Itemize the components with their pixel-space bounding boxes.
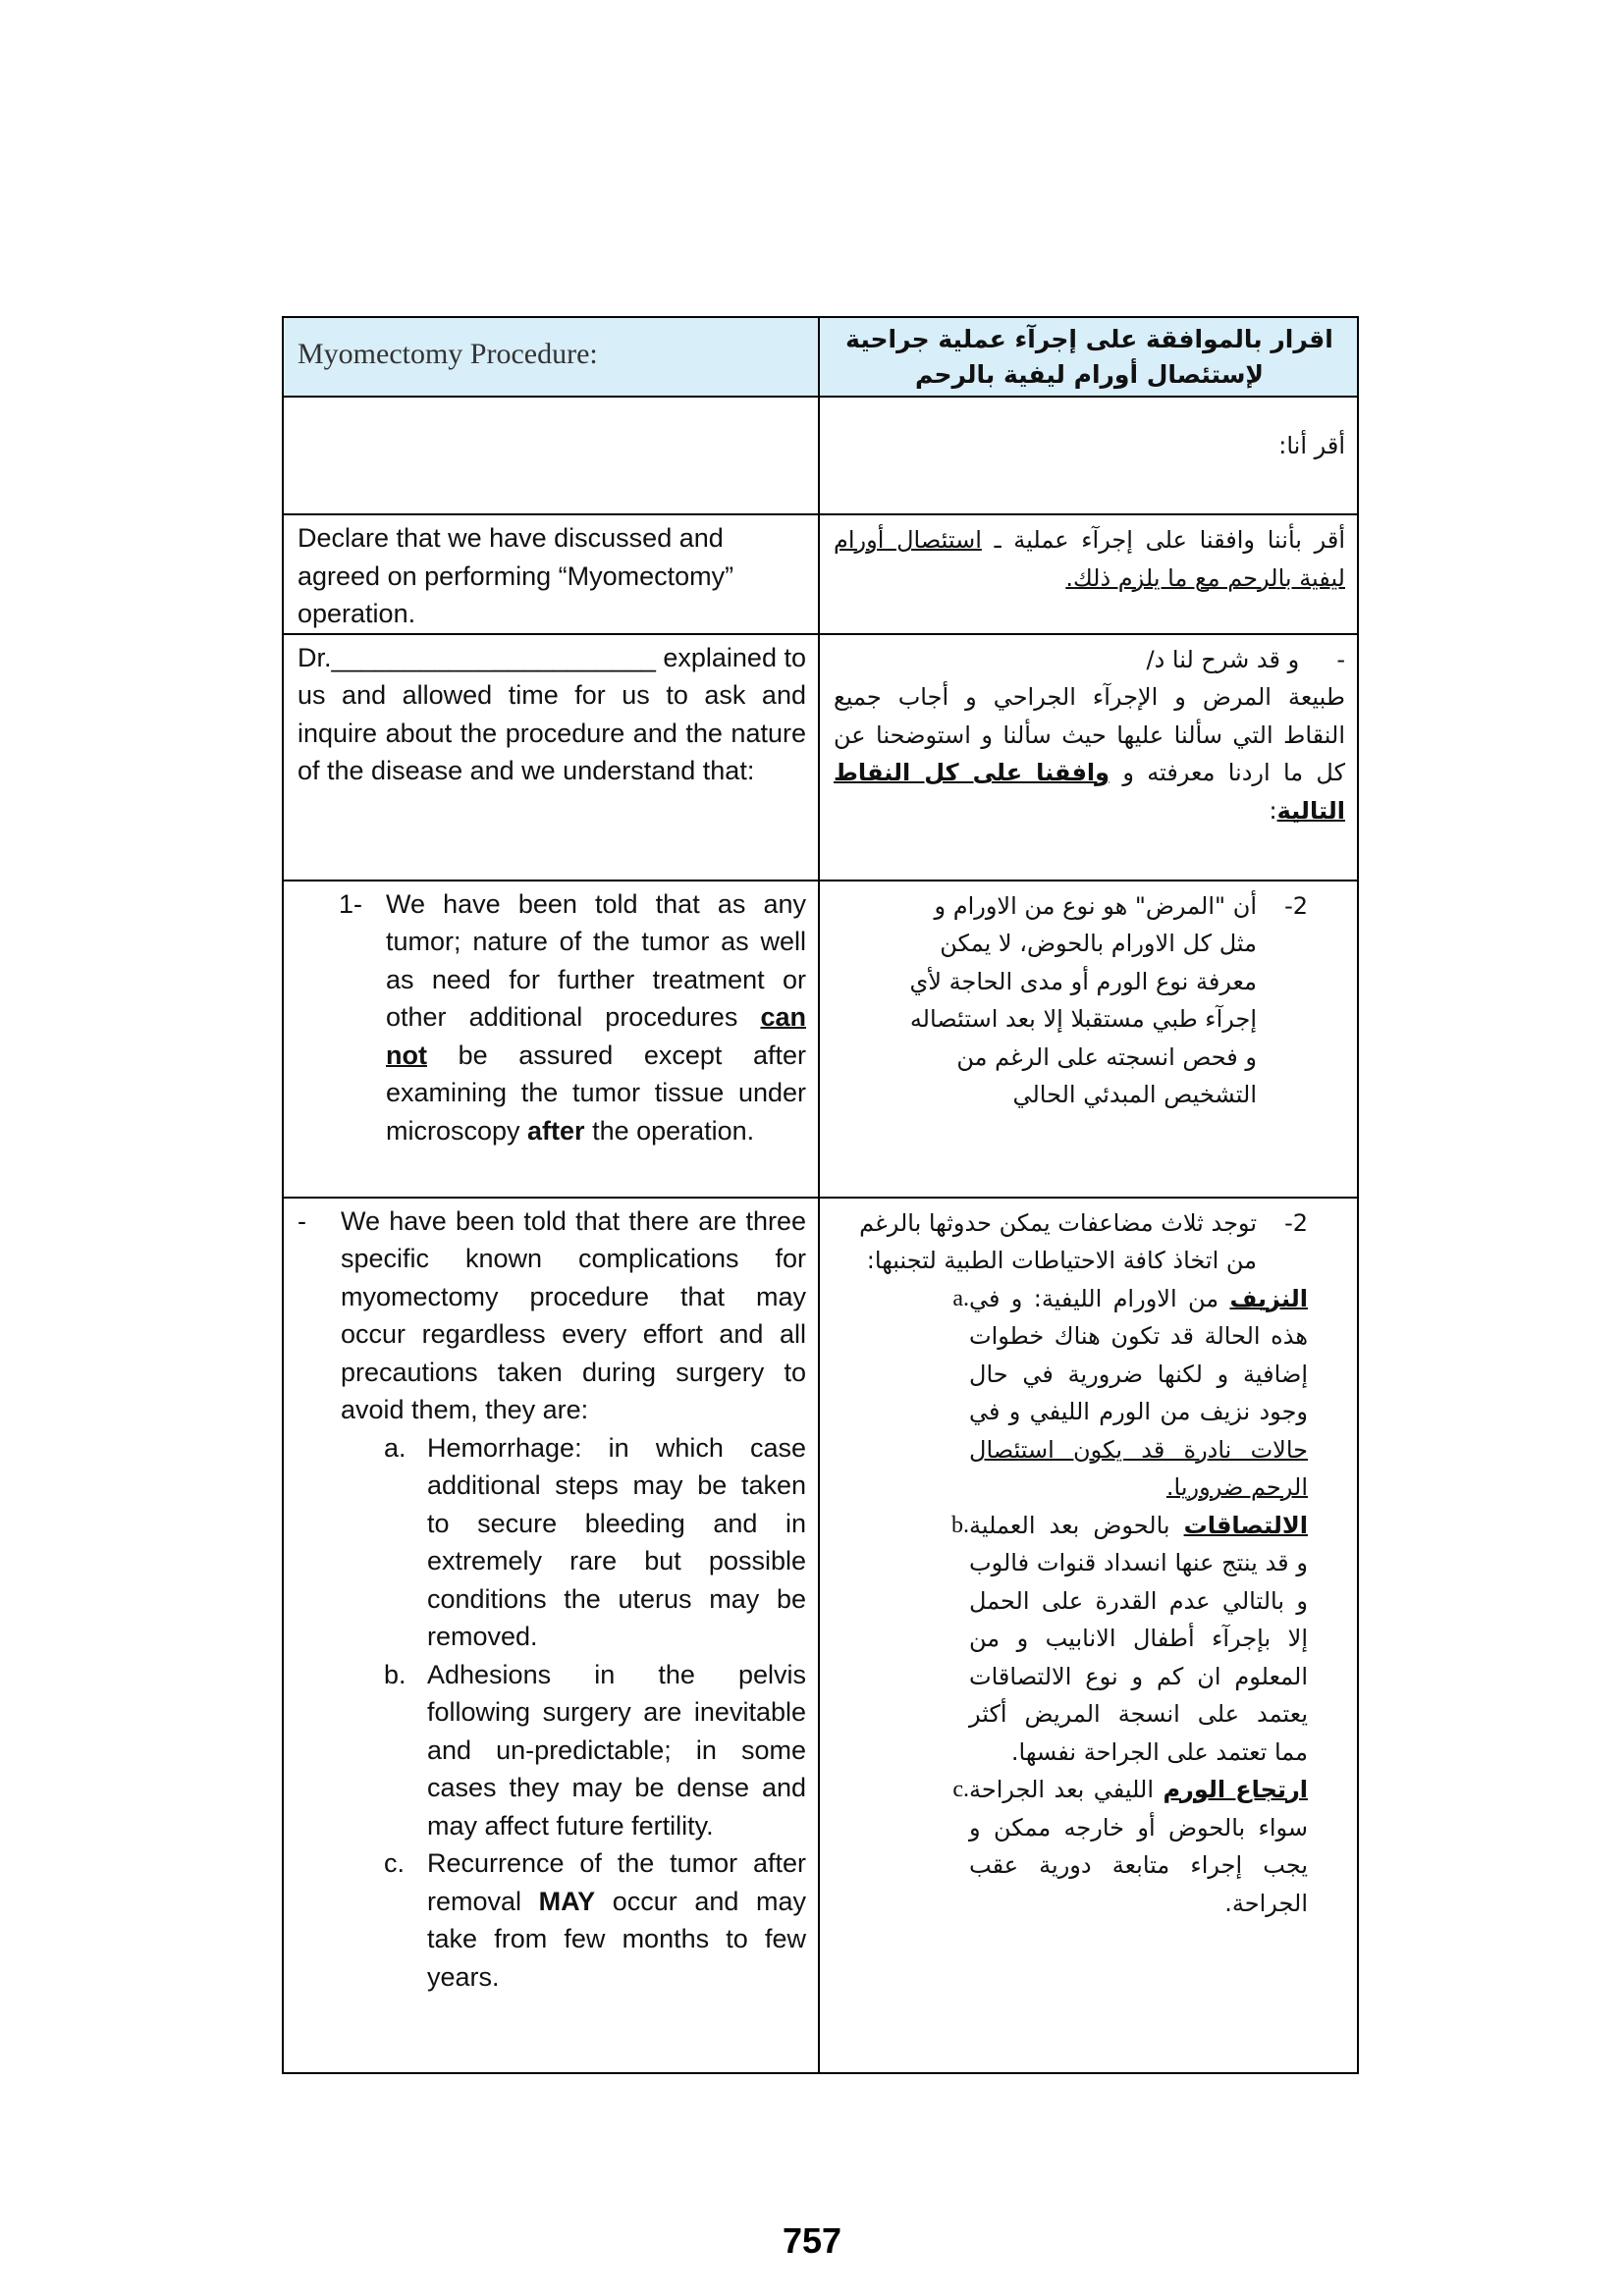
arabic-complication-b	[834, 1507, 1308, 1772]
point2-arabic-number: -2	[1284, 1208, 1308, 1237]
declare-english: Declare that we have discussed and agreed on performing “Myomectomy” operation.	[298, 523, 734, 628]
explained-first: explained to	[663, 642, 806, 672]
arabic-complication-c	[834, 1771, 1308, 1922]
explained-arabic	[820, 635, 1357, 830]
explained-arabic-end: :	[1269, 796, 1277, 825]
arabic-complication-a-label: a.	[952, 1285, 969, 1311]
point1-text-a: We have been told that as any tumor; nature of the tumor as well as need for further treatment or other additional procedures	[386, 888, 806, 1032]
explained-arabic-line1: - و قد شرح لنا د/	[1146, 645, 1345, 673]
identity-arabic: أقر أنا:	[1278, 432, 1345, 459]
point2-arabic	[820, 1199, 1357, 1923]
arabic-complication-a-text: من الاورام الليفية: و في هذه الحالة قد تكون هناك خطوات إضافية و لكنها ضرورية في حال وجود نزيف من الورم الليفي و في	[969, 1284, 1308, 1425]
point1-text-b: be assured except after examining the tumor tissue under microscopy	[386, 1040, 806, 1146]
point2-bullet: -	[298, 1205, 306, 1236]
point2-row	[283, 1198, 1358, 2073]
explained-arabic-emphasis: وافقنا على كل النقاط التالية	[834, 759, 1345, 825]
complication-b-label: b.	[384, 1659, 406, 1689]
complication-b-text: Adhesions in the pelvis following surgery are inevitable and un-predictable; in some cases they may be dense and may affect future fertility.	[427, 1659, 806, 1841]
title-arabic: اقرار بالموافقة على إجرآء عملية جراحية لإستئصال أورام ليفية بالرحم	[845, 325, 1333, 389]
complication-b	[384, 1656, 806, 1845]
point1-emphasis-after: after	[527, 1115, 585, 1146]
point2-intro: We have been told that there are three specific known complications for myomectomy procedure that may occur regardless every effort and all precautions taken during surgery to avoid them, they are:	[341, 1205, 806, 1424]
arabic-complication-a-underlined: حالات نادرة قد يكون استئصال الرحم ضروريا.	[969, 1435, 1308, 1501]
arabic-complication-c-text: الليفي بعد الجراحة سواء بالحوض أو خارجه ممكن و يجب إجراء متابعة دورية عقب الجراحة.	[969, 1776, 1308, 1917]
point1-english	[284, 881, 818, 1150]
point1-arabic-text: أن "المرض" هو نوع من الاورام و مثل كل الاورام بالحوض، لا يمكن معرفة نوع الورم أو مدى الحاجة لأي إجرآء طبي مستقبلا إلا بعد استئصاله و فحص انسجته على الرغم من التشخيص المبدئي الحالي	[909, 891, 1257, 1108]
arabic-complication-b-text: بالحوض بعد العملية و قد ينتج عنها انسداد قنوات فالوب و بالتالي عدم القدرة على الحمل إلا بإجرآء أطفال الانابيب و من المعلوم ان كم و نوع الالتصاقات يعتمد على انسجة المريض أكثر مما تعتمد على الجراحة نفسها.	[969, 1511, 1308, 1766]
complication-c-text-a: Recurrence of the tumor after removal	[427, 1848, 806, 1916]
arabic-complication-b-key: الالتصاقات	[1183, 1511, 1308, 1539]
point1-text-c: the operation.	[584, 1115, 755, 1146]
complication-c-label: c.	[384, 1848, 406, 1878]
page-number: 757	[782, 2220, 842, 2261]
header-row	[283, 317, 1358, 397]
point2-english	[284, 1199, 818, 1997]
arabic-complication-c-key: ارتجاع الورم	[1163, 1776, 1309, 1803]
complication-c-text-b: occur and may take from few months to few years.	[427, 1886, 806, 1992]
arabic-complication-a-key: النزيف	[1229, 1284, 1308, 1312]
declare-row	[283, 514, 1358, 634]
complication-c	[384, 1844, 806, 1996]
declare-arabic-plain: أقر بأننا وافقنا على إجرآء عملية ـ	[981, 526, 1346, 554]
arabic-complication-a	[834, 1280, 1308, 1507]
point1-row	[283, 881, 1358, 1198]
point1-arabic	[820, 881, 1357, 1114]
doctor-name-blank[interactable]: ______________________	[331, 642, 656, 672]
declare-arabic-underlined: استئصال أورام ليفية بالرحم مع ما يلزم ذلك.	[834, 526, 1345, 592]
explained-english	[284, 635, 818, 790]
arabic-complication-c-label: c.	[952, 1777, 969, 1802]
explained-body: us and allowed time for us to ask and inquire about the procedure and the nature of the disease and we understand that:	[298, 680, 806, 785]
complication-a	[384, 1429, 806, 1656]
identity-row	[283, 397, 1358, 514]
point1-number: 1-	[339, 888, 363, 919]
complication-c-emphasis: MAY	[538, 1886, 596, 1916]
explained-arabic-body: طبيعة المرض و الإجرآء الجراحي و أجاب جميع النقاط التي سألنا عليها حيث سألنا و استوضحنا عن كل ما اردنا معرفته و	[834, 683, 1346, 786]
point2-arabic-intro: توجد ثلاث مضاعفات يمكن حدوثها بالرغم من اتخاذ كافة الاحتياطات الطبية لتجنبها:	[859, 1208, 1257, 1274]
identity-english-blank[interactable]	[283, 397, 819, 514]
declare-arabic	[820, 515, 1357, 597]
consent-form-table	[282, 316, 1359, 2074]
doctor-label: Dr.	[298, 642, 332, 672]
complication-a-label: a.	[384, 1432, 406, 1463]
complication-a-text: Hemorrhage: in which case additional steps may be taken to secure bleeding and in extremely rare but possible conditions the uterus may be removed.	[427, 1432, 806, 1651]
title-english: Myomectomy Procedure:	[298, 338, 598, 370]
point1-emphasis-cannot: can not	[386, 1002, 806, 1070]
point1-arabic-number: -2	[1284, 891, 1308, 920]
arabic-complication-b-label: b.	[951, 1512, 969, 1538]
explained-row	[283, 634, 1358, 881]
